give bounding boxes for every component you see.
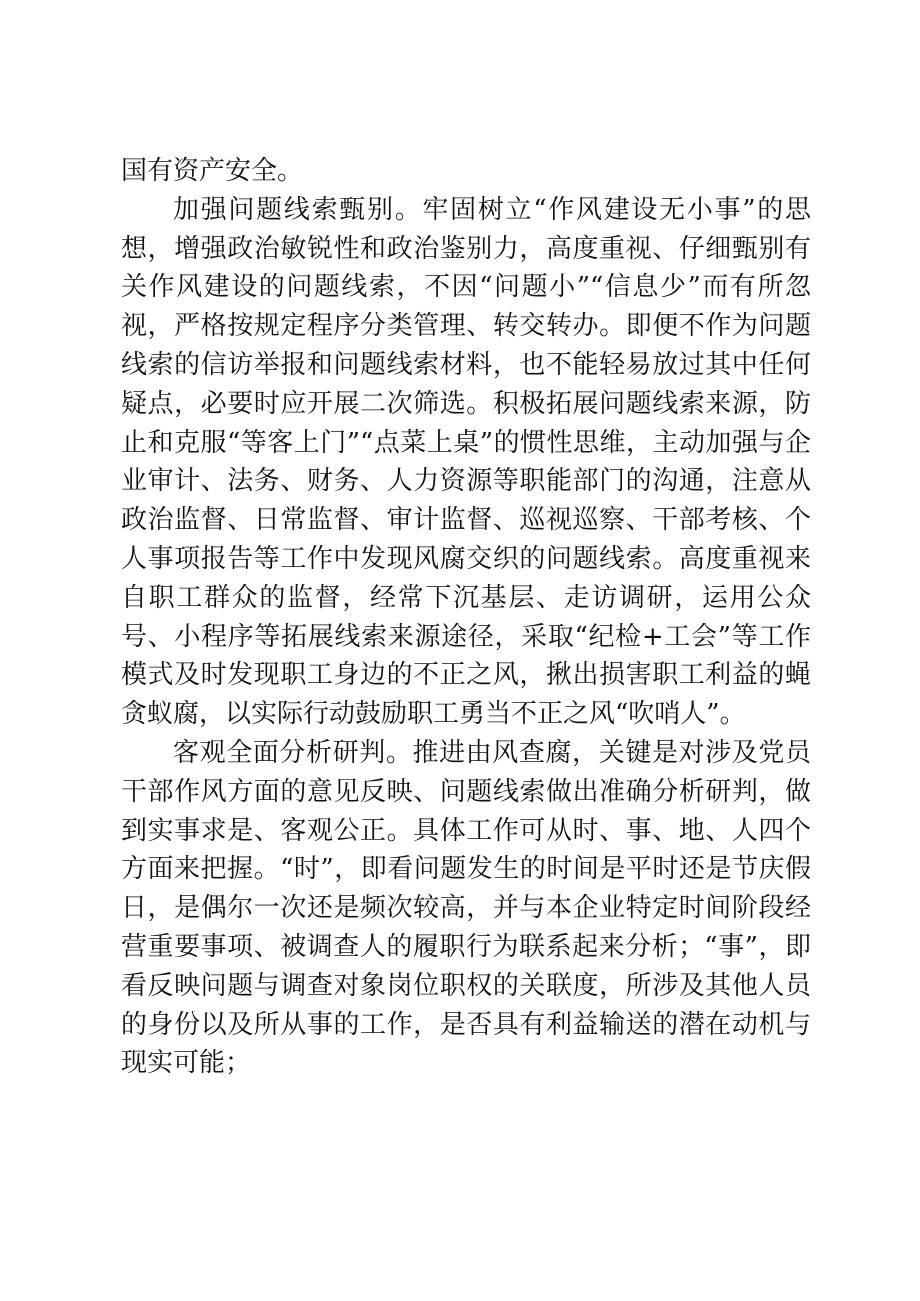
paragraph-analysis: 客观全面分析研判。推进由风查腐，关键是对涉及党员干部作风方面的意见反映、问题线索做出准确分析研判，做到实事求是、客观公正。具体工作可从时、事、地、人四个方面来把握。“时”，即看问题发生的时间是平时还是节庆假日，是偶尔一次还是频次较高，并与本企业特定时间阶段经营重要事项、被调查人的履职行为联系起来分析；“事”，即看反映问题与调查对象岗位职权的关联度，所涉及其他人员的身份以及所从事的工作，是否具有利益输送的潜在动机与现实可能； xyxy=(121,737,811,1079)
document-body xyxy=(121,152,811,1083)
paragraph-continuation: 国有资产安全。 xyxy=(121,156,304,186)
paragraph-clue-screening: 加强问题线索甄别。牢固树立“作风建设无小事”的思想，增强政治敏锐性和政治鉴别力，高度重视、仔细甄别有关作风建设的问题线索，不因“问题小”“信息少”而有所忽视，严格按规定程序分类管理、转交转办。即便不作为问题线索的信访举报和问题线索材料，也不能轻易放过其中任何疑点，必要时应开展二次筛选。积极拓展问题线索来源，防止和克服“等客上门”“点菜上桌”的惯性思维，主动加强与企业审计、法务、财务、人力资源等职能部门的沟通，注意从政治监督、日常监督、审计监督、巡视巡察、干部考核、个人事项报告等工作中发现风腐交织的问题线索。高度重视来自职工群众的监督，经常下沉基层、走访调研，运用公众号、小程序等拓展线索来源途径，采取“纪检+工会”等工作模式及时发现职工身边的不正之风，揪出损害职工利益的蝇贪蚁腐，以实际行动鼓励职工勇当不正之风“吹哨人”。 xyxy=(121,194,811,730)
